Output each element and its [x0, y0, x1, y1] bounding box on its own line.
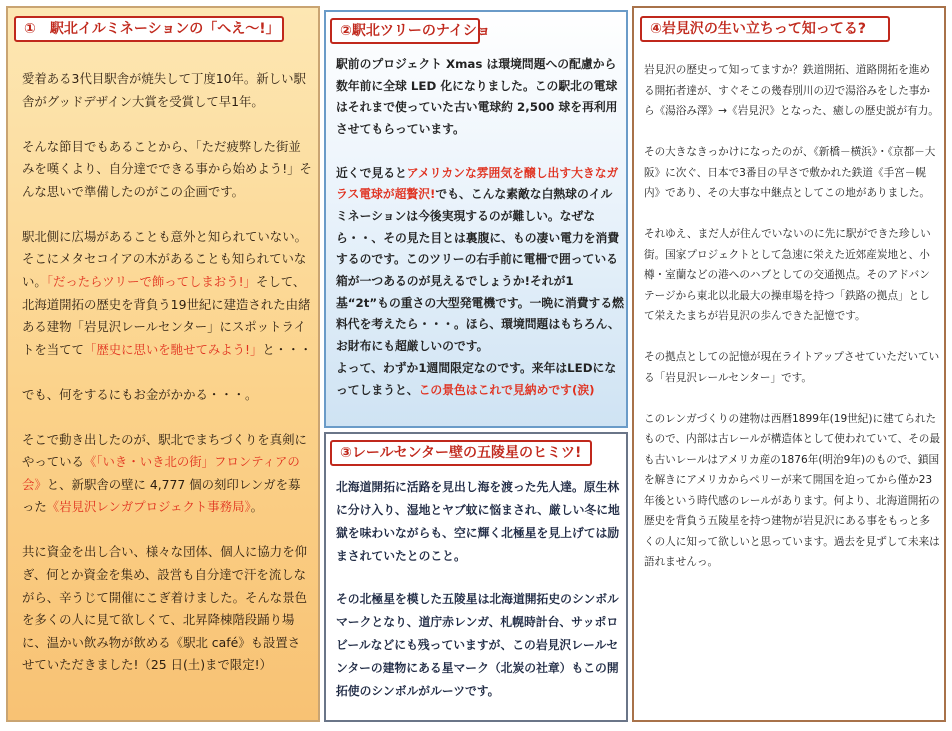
body-text: 北海道開拓に活路を見出し海を渡った先人達。原生林に分け入り、湿地とヤブ蚊に悩まされ、厳しい冬に地獄を味わいながらも、空に輝く北極星を見上げては励まされていたとのこと。	[336, 480, 620, 563]
body-text: 近くで見ると	[336, 165, 407, 180]
body-text: その拠点としての記憶が現在ライトアップさせていただいている「岩見沢レールセンター」です。	[644, 351, 940, 384]
body-text: 駅前のプロジェクト Xmas は環境問題への配慮から数年前に全球 LED 化になりました。この駅北の電球はそれまで使っていた古い電球約 2,500 球を再利用させてもらっています。	[336, 57, 618, 137]
emphasis-text: アメリカンな雰囲気を醸し出す大きなガラス電球が超贅沢!	[336, 165, 619, 202]
body-text: それゆえ、まだ人が住んでいないのに先に駅ができた珍しい街。国家プロジェクトとして急速に栄えた近郊産炭地と、小樽・室蘭などの港へのハブとしての交通拠点。そのアドバンテージから東北以北最大の操車場を持つ「鉄路の拠点」として栄えたまちが岩見沢の歩んできた記憶です。	[644, 228, 931, 322]
paragraph	[336, 54, 624, 141]
panel-star-secret	[324, 432, 628, 722]
panel-title: ②駅北ツリーのナイショ	[330, 18, 480, 44]
panel-body	[336, 476, 624, 722]
paragraph	[644, 60, 940, 122]
paragraph	[644, 347, 940, 388]
emphasis-text: 「歴史に思いを馳せてみよう!」	[83, 341, 263, 357]
body-text: その大きなきっかけになったのが、《新橋－横浜》・《京都－大阪》に次ぐ、日本で3番目の早さで敷かれた鉄道《手宮－幌内》であり、その大事な中継点としてこの地がありました。	[644, 146, 936, 199]
paragraph	[644, 224, 940, 327]
paragraph	[336, 476, 624, 568]
panel-body	[22, 68, 312, 699]
paragraph	[22, 68, 312, 113]
body-text: 。	[250, 499, 264, 515]
paragraph	[644, 142, 940, 204]
panel-title: ④岩見沢の生い立ちって知ってる?	[640, 16, 890, 42]
body-text: と、新駅舎の壁に 4,777 個の刻印レンガを募った	[22, 476, 301, 515]
paragraph	[336, 163, 624, 358]
paragraph	[644, 409, 940, 573]
paragraph	[22, 226, 312, 362]
panel-city-history	[632, 6, 946, 722]
panel-tree-secret	[324, 10, 628, 428]
panel-title: ③レールセンター壁の五陵星のヒミツ!	[330, 440, 592, 466]
paragraph	[22, 541, 312, 677]
body-text: でも、こんな素敵な白熱球のイルミネーションは今後実現するのが難しい。なぜなら・・、その見た目とは裏腹に、もの凄い電力を消費するのです。このツリーの右手前に電柵で囲っている箱が一つあるのが見えるでしょうか!それが1基“2t”もの重さの大型発電機です。一晩に消費する燃料代を考えたら・・・。ほら、環境問題はもちろん、お財布にも超厳しいのです。	[336, 187, 624, 354]
body-text: 駅北側に広場があることも意外と知られていない。そこにメタセコイアの木があることも知られていない。	[22, 228, 307, 289]
panel-title: ① 駅北イルミネーションの「へえ～!」	[14, 16, 284, 42]
paragraph	[336, 588, 624, 703]
emphasis-text: 《岩見沢レンガプロジェクト事務局》	[46, 499, 251, 515]
body-text: そんな節目でもあることから、「ただ疲弊した街並みを嘆くより、自分達でできる事から始めよう!」そんな思いで準備したのがこの企画です。	[22, 138, 312, 199]
paragraph	[22, 384, 312, 407]
paragraph	[336, 358, 624, 401]
body-text: その北極星を模した五陵星は北海道開拓史のシンボルマークとなり、道庁赤レンガ、札幌時計台、サッポロビールなどにも残っていますが、この岩見沢レールセンターの建物にある星マーク（北炭の社章）もこの開拓使のシンボルがルーツです。	[336, 592, 619, 698]
body-text: よって、わずか1週間限定なのです。来年はLEDになってしまうと、	[336, 360, 617, 397]
panel-illumination	[6, 6, 320, 722]
body-text: 愛着ある3代目駅舎が焼失して丁度10年。新しい駅舎がグッドデザイン大賞を受賞して早1年。	[22, 71, 306, 109]
body-text: 岩見沢の歴史って知ってますか？鉄道開拓、道路開拓を進める開拓者達が、すぐそこの幾春別川の辺で湯浴みをした事から《湯浴み澤》→《岩見沢》となった、癒しの歴史説が有力。	[644, 64, 939, 117]
panel-body	[644, 60, 940, 593]
body-text: そして、北海道開拓の歴史を背負う19世紀に建造された由緒ある建物「岩見沢レールセンター」にスポットライトを当てて	[22, 273, 311, 357]
paragraph	[22, 429, 312, 519]
body-text: でも、何をするにもお金がかかる・・・。	[22, 386, 258, 402]
emphasis-text: 「だったらツリーで飾ってしまおう!」	[46, 273, 256, 289]
body-text: このレンガづくりの建物は西暦1899年(19世紀)に建てられたもので、内部は古レールが構造体として使われていて、その最も古いレールはアメリカ産の1876年(明治9年)のもので、鎖国を解きにアメリカからペリーが来て開国を迫ってから僅か23年後という時代感のレールがあります。何より、北海道開拓の歴史を背負う五陵星を持つ建物が岩見沢にある事をもっと多くの人に知って欲しいと思っています。過去を見ずして未来は語れませんっ。	[644, 412, 940, 568]
paragraph	[22, 136, 312, 204]
panel-body	[336, 54, 624, 401]
emphasis-text: 《「いき・いき北の街」フロンティアの会》	[22, 454, 300, 492]
body-text: と・・・	[262, 341, 312, 357]
body-text: そこで動き出したのが、駅北でまちづくりを真剣にやっている	[22, 431, 307, 470]
body-text: 共に資金を出し合い、様々な団体、個人に協力を仰ぎ、何とか資金を集め、設営も自分達で汗を流しながら、辛うじて開催にこぎ着けました。そんな景色を多くの人に見て欲しくて、北昇降棟階段踊り場に、温かい飲み物が飲める《駅北 café》も設置させていただきました!（25 日(土)まで限定!）	[22, 544, 307, 673]
emphasis-text: この景色はこれで見納めです(涙)	[418, 382, 595, 397]
